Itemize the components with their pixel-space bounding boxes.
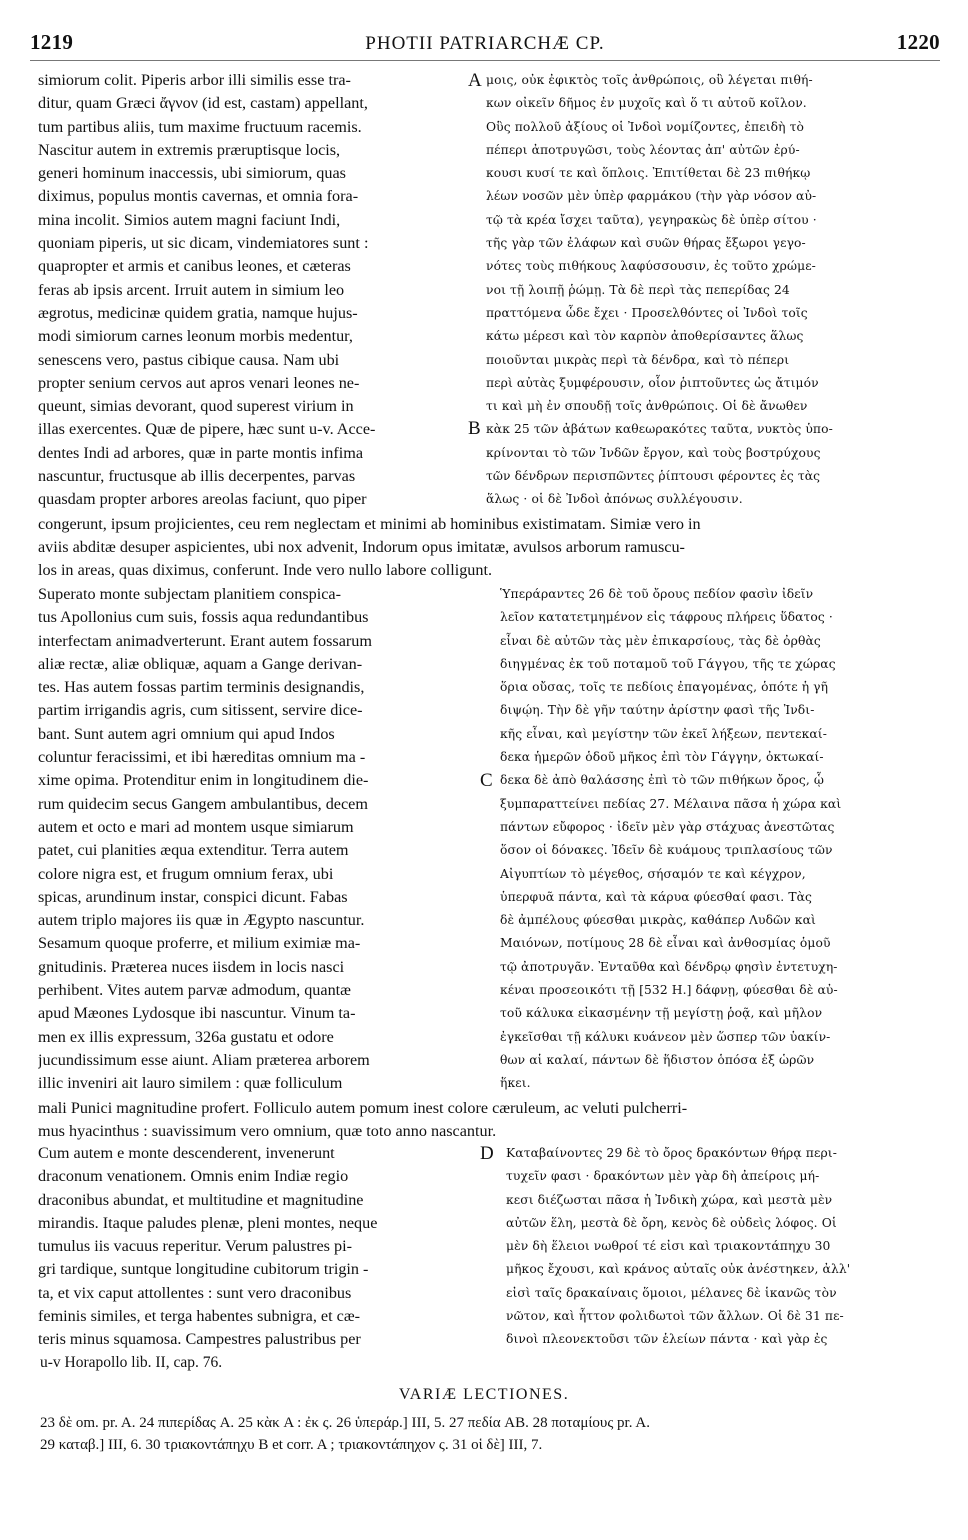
latin-column-2-line: partim irrigandis agris, cum sitissent, servire dice-	[38, 701, 363, 720]
greek-column-3-line: Καταβαίνοντες 29 δὲ τὸ ὄρος δρακόντων θήρᾳ περι-	[506, 1146, 837, 1160]
latin-column-1-line: simiorum colit. Piperis arbor illi similis esse tra-	[38, 71, 351, 89]
fullwidth-paragraph-1-line: aviis abditæ desuper aspicientes, ubi nox advenit, Indorum opus imitatæ, avulsos arborum ramuscu-	[38, 538, 685, 556]
latin-column-2-line: gnitudinis. Præterea nuces iisdem in locis nasci	[38, 957, 345, 976]
greek-column-3-line: δινοὶ πλεονεκτοῦσι τῶν ἑλείων πάντα · καὶ γὰρ ἐς	[506, 1332, 828, 1347]
greek-column-1-line: τι καὶ μὴ ἐν σπουδῇ τοῖς ἀνθρώποις. Οἱ δὲ ἄνωθεν	[486, 399, 808, 414]
greek-column-1-line: λέων νοσῶν μὲν ὑπὲρ φαρμάκου (τὴν γὰρ νόσον αὐ-	[486, 189, 817, 204]
margin-letter-c: C	[480, 770, 493, 791]
latin-column-1-line: nascuntur, fructusque ab illis decerpentes, parvas	[38, 467, 356, 486]
latin-column-2-line: patet, cui planities æqua extenditur. Terra autem	[38, 841, 349, 860]
latin-column-3-line: tumulus iis vacuus reperitur. Verum palustres pi-	[38, 1237, 352, 1256]
greek-column-3-line: νῶτον, καὶ ἧττον φολιδωτοὶ τῶν ἄλλων. Οἱ δὲ 31 πε-	[506, 1309, 844, 1324]
latin-column-3-line: draconibus abundat, et multitudine et magnitudine	[38, 1190, 364, 1209]
greek-column-2-line: εἶναι δὲ αὐτῶν τὰς μὲν ἐπικαρσίους, τὰς δὲ ὀρθὰς	[500, 633, 821, 648]
greek-column-1-line: περὶ αὐτὰς ξυμφέρουσιν, οἷον ῥιπτοῦντες ὡς ἄτιμόν	[486, 375, 819, 390]
latin-column-1-line: ægrotus, medicinæ quidem gratia, namque hujus-	[38, 303, 358, 322]
latin-column-3-line: Cum autem e monte descenderent, invenerunt	[38, 1144, 335, 1162]
greek-column-2-line: δεκα ἡμερῶν ὁδοῦ μῆκος ἐπὶ τὸν Γάγγην, ὀκτωκαί-	[500, 750, 824, 765]
greek-column-1-line: νοι τῇ λοιπῇ ῥώμῃ. Τὰ δὲ περὶ τὰς πεπερίδας 24	[486, 282, 790, 297]
latin-column-2-line: Sesamum quoque proferre, et milium eximiæ ma-	[38, 934, 361, 953]
latin-column-1-line: quoniam piperis, ut sic dicam, vindemiatores sunt :	[38, 234, 369, 253]
latin-column-1-line: mina incolit. Simios autem magni faciunt Indi,	[38, 210, 341, 229]
greek-column-2-line: δεκα δὲ ἀπὸ θαλάσσης ἐπὶ τὸ τῶν πιθήκων ὄρος, ᾧ	[500, 773, 825, 788]
latin-column-2-line: perhibent. Vites autem parvæ admodum, quantæ	[38, 981, 351, 1000]
fullwidth-paragraph-2-line: mus hyacinthus : suavissimum vero omnium, quæ toto anno nascantur.	[38, 1122, 497, 1140]
latin-column-1-line: modi simiorum carnes leonum morbis medentur,	[38, 327, 353, 346]
fullwidth-paragraph-1	[38, 513, 938, 582]
greek-column-1-line: τῆς γὰρ τῶν ἐλάφων καὶ συῶν θήρας ἔξωροι γεγο-	[486, 236, 806, 251]
latin-column-2-line: colore nigra est, et frugum omnium ferax, ubi	[38, 864, 334, 883]
latin-column-1-line: quapropter et armis et canibus leones, et cæteras	[38, 257, 351, 276]
latin-column-2-line: Superato monte subjectam planitiem conspica-	[38, 585, 341, 603]
latin-column-1-line: diximus, populus montis cavernas, et omnia fora-	[38, 187, 359, 206]
latin-column-1-line: illas exercentes. Quæ de pipere, hæc sunt u-v. Acce-	[38, 420, 376, 439]
greek-column-2-line: τοῦ κάλυκα εἰκασμένην τῇ μεγίστῃ ῥοᾷ, καὶ μῆλον	[500, 1006, 823, 1021]
variae-lectiones-line: 23 δὲ om. pr. A. 24 πιπερίδας A. 25 κὰκ A : ἐκ ς. 26 ὑπεράρ.] III, 5. 27 πεδία AB. 28 ποταμίους pr. A.	[40, 1415, 650, 1431]
latin-column-1-line: quasdam propter arbores areolas faciunt, quo piper	[38, 490, 367, 509]
fullwidth-paragraph-1-line: congerunt, ipsum projicientes, ceu rem neglectam et minimi ab hominibus existimatam. Simiæ vero in	[38, 515, 701, 533]
latin-column-1-line: tum partibus aliis, tum maxime fructuum racemis.	[38, 117, 362, 136]
greek-column-1-line: κάτω μέρεσι καὶ τὸν καρπὸν ἀποθερίσαντες ἅλως	[486, 329, 804, 344]
latin-column-1-line: queunt, simias devorant, quod superest virium in	[38, 397, 354, 416]
greek-column-2-line: κέναι προσεοικότι τῇ [532 Η.] δάφνῃ, φύεσθαι δὲ αὐ-	[500, 983, 838, 998]
latin-column-1-line: generi hominum inaccessis, ubi simiorum, quas	[38, 164, 346, 183]
latin-column-1-line: senescens vero, pastus cibique causa. Nam ubi	[38, 350, 340, 369]
greek-column-3-line: μῆκος ἔχουσι, καὶ κράνος αὐταῖς οὐκ ἀνέστηκεν, ἀλλ'	[506, 1262, 851, 1277]
page-number-left: 1219	[30, 30, 74, 54]
greek-column-2-line: κῆς εἶναι, καὶ μεγίστην τῶν ἐκεῖ λήξεων, πεντεκαί-	[500, 726, 827, 741]
greek-column-1-line: πραττόμενα ὧδε ἔχει · Προσελθόντες οἱ Ἰνδοὶ τοῖς	[486, 305, 808, 320]
variae-lectiones	[40, 1412, 940, 1456]
latin-column-3-line: draconum venationem. Omnis enim Indiæ regio	[38, 1167, 349, 1186]
greek-column-3-line: κεσι διέζωσται πᾶσα ἡ Ἰνδικὴ χώρα, καὶ μεστὰ μὲν	[506, 1192, 833, 1207]
greek-column-3-line: τυχεῖν φασι · δρακόντων μὲν γὰρ δὴ ἀπείροις μή-	[506, 1169, 820, 1184]
latin-column-3	[38, 1142, 478, 1352]
latin-column-2-line: men ex illis expressum, 326a gustatu et odore	[38, 1027, 334, 1046]
greek-column-1-line: νότες τοὺς πιθήκους λαφύσσουσιν, ἐς τοῦτο χρώμε-	[486, 259, 816, 274]
greek-column-2-line: δὲ ἀμπέλους φύεσθαι μικρὰς, καθάπερ Λυδῶν καὶ	[500, 913, 816, 928]
latin-column-2-line: autem triplo majores iis quæ in Ægypto nascuntur.	[38, 911, 365, 930]
latin-column-2-line: interfectam animadverterunt. Erant autem fossarum	[38, 631, 372, 650]
latin-column-1-line: feras ab ipsis arcent. Irruit autem in simium leo	[38, 280, 345, 299]
greek-column-2-line: διψῴη. Τὴν δὲ γῆν ταύτην ἀρίστην φασὶ τῆς Ἰνδι-	[500, 703, 815, 718]
greek-column-1-line: κων οἰκεῖν δῆμος ἐν μυχοῖς καὶ ὅ τι αὐτοῦ κοῖλον.	[486, 96, 807, 111]
greek-column-2-line: ἐγκεῖσθαι τῇ κάλυκι κυάνεον μὲν ὥσπερ τῶν ὑακίν-	[500, 1029, 831, 1044]
latin-column-1-line: propter senium cervos aut apros venari leones ne-	[38, 373, 360, 392]
greek-column-3-line: αὐτῶν ἕλη, μεστὰ δὲ ὄρη, κενὸς δὲ οὐδεὶς λόφος. Οἱ	[506, 1215, 837, 1230]
greek-column-2-line: τῷ ἀποτρυγᾶν. Ἐνταῦθα καὶ δένδρῳ φησὶν ἐντετυχη-	[500, 959, 838, 974]
fullwidth-paragraph-1-line: los in areas, quas diximus, conferunt. Inde vero nullo labore colligunt.	[38, 561, 493, 579]
greek-column-2-line: πάντων εὔφορος · ἰδεῖν μὲν γὰρ στάχυας ἀνεστῶτας	[500, 819, 835, 834]
greek-column-2-line: Ὑπεράραντες 26 δὲ τοῦ ὄρους πεδίον φασὶν ἰδεῖν	[500, 587, 814, 601]
greek-column-1-line: Οὓς πολλοῦ ἀξίους οἱ Ἰνδοὶ νομίζοντες, ἐπειδὴ τὸ	[486, 119, 805, 134]
latin-column-2-line: tus Apollonius cum suis, fossis aqua redundantibus	[38, 608, 369, 627]
page-number-right: 1220	[896, 30, 940, 54]
greek-column-2-line: Μαιόνων, ποτίμους 28 δὲ εἶναι καὶ ἀνθοσμίας ὁμοῦ	[500, 936, 831, 951]
latin-column-2-line: spicas, arundinum instar, conspici dicunt. Fabas	[38, 887, 348, 906]
greek-column-2	[500, 583, 938, 1096]
greek-column-1-line: τῶν δένδρων περισπῶντες ῥίπτουσι φέροντες ἐς τὰς	[486, 469, 821, 484]
variae-lectiones-line: 29 καταβ.] III, 6. 30 τριακοντάπηχυ B et corr. A ; τριακοντάπηχον ς. 31 οἱ δὲ] III, 7.	[40, 1437, 543, 1453]
greek-column-1	[486, 69, 938, 512]
latin-column-2	[38, 583, 478, 1096]
latin-column-3-line: mirandis. Itaque paludes plenæ, pleni montes, neque	[38, 1213, 378, 1232]
latin-column-1-line: ditur, quam Græci ἄγνον (id est, castam) appellant,	[38, 94, 368, 113]
margin-letter-b: B	[468, 418, 481, 439]
greek-column-1-line: ποιοῦνται μικρὰς περὶ τὰ δένδρα, καὶ τὸ πέπερι	[486, 352, 790, 367]
margin-letter-d: D	[480, 1143, 494, 1164]
greek-column-1-line: ἅλως · οἱ δὲ Ἰνδοὶ ἀπόνως συλλέγουσιν.	[486, 492, 743, 507]
greek-column-2-line: ἥκει.	[500, 1076, 531, 1091]
latin-column-1-line: Nascitur autem in extremis præruptisque locis,	[38, 140, 341, 159]
latin-column-3-line: gri tardique, suntque longitudine cubitorum trigin -	[38, 1260, 369, 1279]
greek-column-2-line: ξυμπαραττείνει πεδίας 27. Μέλαινα πᾶσα ἡ χώρα καὶ	[500, 796, 842, 811]
greek-column-1-line: κρίνονται τὸ τῶν Ἰνδῶν ἔργον, καὶ τοὺς βοστρύχους	[486, 445, 821, 460]
latin-column-1-line: dentes Indi ad arbores, quæ in parte montis infima	[38, 443, 364, 462]
latin-column-3-line: feminis similes, et terga habentes subnigra, et cæ-	[38, 1307, 361, 1326]
latin-column-1	[38, 69, 478, 512]
greek-column-2-line: ὑπερφυᾶ πάντα, καὶ τὰ κάρυα φύεσθαί φασι. Τὰς	[500, 889, 813, 904]
variae-lectiones-title: VARIÆ LECTIONES.	[398, 1386, 570, 1403]
greek-column-1-line: πέπερι ἀποτρυγῶσι, τοὺς λέοντας ἀπ' αὐτῶν ἐρύ-	[486, 142, 800, 157]
latin-column-2-line: autem et octo e mari ad montem usque simiarum	[38, 817, 354, 836]
greek-column-1-line: μοις, οὐκ ἐφικτὸς τοῖς ἀνθρώποις, οὓ λέγεται πιθή-	[486, 73, 813, 87]
footnote-text: u-v Horapollo lib. II, cap. 76.	[40, 1354, 223, 1371]
greek-column-2-line: διηγμένας ἐκ τοῦ ποταμοῦ τοῦ Γάγγου, τῆς τε χώρας	[500, 656, 836, 671]
latin-column-2-line: aliæ rectæ, aliæ obliquæ, aquam a Gange derivan-	[38, 654, 363, 673]
latin-column-2-line: xime opima. Protenditur enim in longitudinem die-	[38, 771, 369, 790]
latin-column-2-line: illic inveniri ait lauro similem : quæ folliculum	[38, 1074, 343, 1093]
latin-column-3-line: ta, et vix caput attollentes : sunt vero draconibus	[38, 1283, 352, 1302]
running-title: PHOTII PATRIARCHÆ CP.	[365, 33, 605, 54]
greek-column-2-line: θων αἱ καλαί, πάντων δὲ ἥδιστον ὁπόσα ἐξ ὡρῶν	[500, 1052, 815, 1067]
greek-column-1-line: κὰκ 25 τῶν ἀβάτων καθεωρακότες ταῦτα, νυκτὸς ὑπο-	[486, 422, 833, 437]
latin-column-2-line: jucundissimum esse aiunt. Aliam præterea arborem	[38, 1050, 370, 1069]
greek-column-3-line: εἰσὶ ταῖς δρακαίναις ὅμοιοι, μέλανες δὲ ἱκανῶς τὸν	[506, 1285, 837, 1300]
greek-column-1-line: τῷ τὰ κρέα ἴσχει ταῦτα), γεγηρακὼς δὲ ὑπὲρ σίτου ·	[486, 212, 817, 227]
fullwidth-paragraph-2	[38, 1097, 938, 1143]
latin-column-2-line: coluntur feracissimi, et ibi hæreditas omnium ma -	[38, 748, 366, 767]
greek-column-2-line: ὅρια οὔσας, τοῖς τε πεδίοις ἐπαγομένας, ὁπότε ἡ γῆ	[500, 680, 829, 695]
greek-column-2-line: λεῖον κατατετμημένον εἰς τάφρους πλήρεις ὕδατος ·	[500, 610, 833, 625]
page-header	[30, 30, 940, 61]
footnote	[40, 1354, 480, 1372]
greek-column-1-line: κουσι κυσί τε καὶ ὅπλοις. Ἐπιτίθεται δὲ 23 πιθήκῳ	[486, 166, 811, 181]
latin-column-3-line: teris minus squamosa. Campestres palustribus per	[38, 1330, 361, 1349]
greek-column-3	[506, 1142, 938, 1352]
latin-column-2-line: apud Mæones Lydosque ibi nascuntur. Vinum ta-	[38, 1004, 356, 1023]
greek-column-2-line: Αἰγυπτίων τὸ μέγεθος, σήσαμόν τε καὶ κέγχρον,	[500, 866, 806, 881]
margin-letter-a: A	[468, 70, 482, 91]
greek-column-3-line: μὲν δὴ ἕλειοι νωθροί τέ εἰσι καὶ τριακοντάπηχυ 30	[506, 1239, 831, 1254]
latin-column-2-line: rum quidecim secus Gangem ambulantibus, decem	[38, 794, 368, 813]
fullwidth-paragraph-2-line: mali Punici magnitudine profert. Folliculo autem pomum inest colore cæruleum, ac veluti pulcherri-	[38, 1099, 688, 1117]
latin-column-2-line: tes. Has autem fossas partim terminis designandis,	[38, 678, 365, 697]
greek-column-2-line: ὅσον οἱ δόνακες. Ἰδεῖν δὲ κυάμους τριπλασίους τῶν	[500, 843, 833, 858]
latin-column-2-line: bant. Sunt autem agri omnium qui apud Indos	[38, 724, 335, 743]
